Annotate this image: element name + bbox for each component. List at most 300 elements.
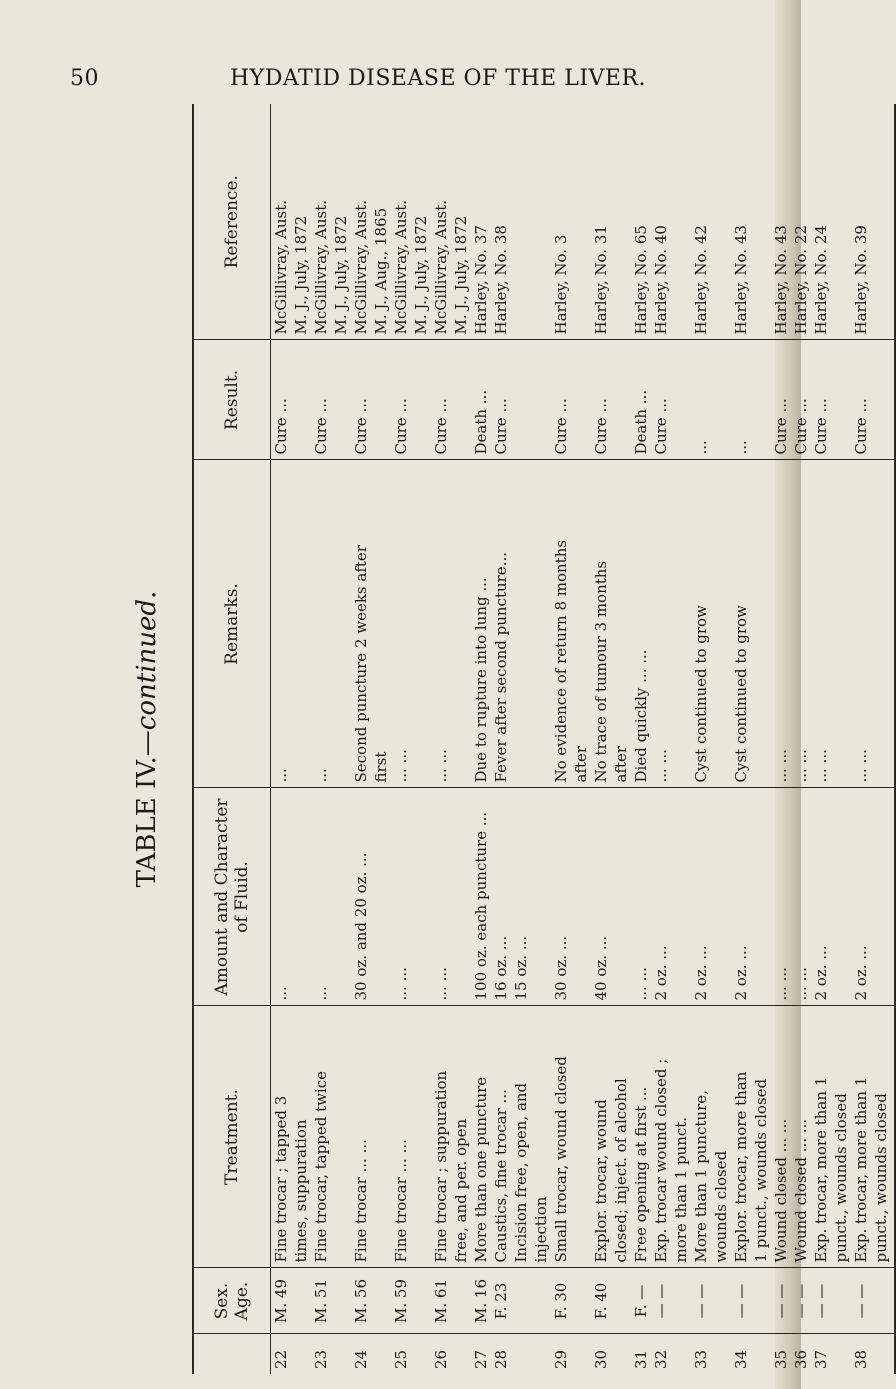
cell-result: Cure ... xyxy=(391,340,411,460)
cell-treatment: closed; inject. of alcohol xyxy=(611,1006,631,1268)
cell-remarks xyxy=(671,460,691,788)
cell-case-number xyxy=(571,1334,591,1374)
cell-sex xyxy=(551,1268,571,1334)
cell-age-value: — xyxy=(812,1283,830,1299)
cell-result xyxy=(291,340,311,460)
cell-sex xyxy=(811,1268,831,1334)
cell-reference: McGillivray, Aust. xyxy=(351,104,371,340)
cell-remarks: ... ... xyxy=(391,460,411,788)
cell-result: ... xyxy=(691,340,711,460)
cell-sex xyxy=(731,1268,751,1334)
cell-age-value: 59 xyxy=(392,1279,410,1299)
table-row xyxy=(831,104,851,1374)
cell-result: Cure ... xyxy=(491,340,511,460)
cell-result xyxy=(671,340,691,460)
table-row xyxy=(551,104,571,1374)
cell-reference: Harley, No. 65 xyxy=(631,104,651,340)
cell-case-number xyxy=(831,1334,851,1374)
table-row xyxy=(511,104,531,1374)
cell-sex-value: — xyxy=(792,1303,810,1319)
cell-reference xyxy=(611,104,631,340)
cell-treatment: Fine trocar ... ... xyxy=(391,1006,411,1268)
cell-fluid-amount xyxy=(371,788,391,1006)
cell-treatment: Wound closed ... ... xyxy=(791,1006,811,1268)
cell-sex xyxy=(691,1268,711,1334)
cell-sex xyxy=(711,1268,731,1334)
cell-fluid-amount: ... xyxy=(271,788,292,1006)
cell-result xyxy=(531,340,551,460)
table-row xyxy=(471,104,491,1374)
cell-fluid-amount xyxy=(411,788,431,1006)
cell-case-number: 22 xyxy=(272,1349,290,1369)
cell-sex xyxy=(571,1268,591,1334)
cell-fluid-amount: 2 oz. ... xyxy=(851,788,871,1006)
cell-sex-value: M. xyxy=(472,1302,490,1324)
cell-sex xyxy=(351,1268,371,1334)
cell-reference xyxy=(871,104,895,340)
cell-result xyxy=(751,340,771,460)
cell-case-number: 28 xyxy=(492,1349,510,1369)
cell-treatment: Incision free, open, and xyxy=(511,1006,531,1268)
cell-remarks: Second puncture 2 weeks after xyxy=(351,460,371,788)
table-row xyxy=(291,104,311,1374)
cell-age-value: 49 xyxy=(272,1279,290,1299)
table-caption-label: TABLE IV. xyxy=(132,756,162,888)
cell-treatment: Small trocar, wound closed xyxy=(551,1006,571,1268)
cell-treatment: Exp. trocar, more than 1 xyxy=(851,1006,871,1268)
table-row xyxy=(371,104,391,1374)
table-row xyxy=(271,104,292,1374)
cell-fluid-amount: 30 oz. ... xyxy=(551,788,571,1006)
cell-sex xyxy=(451,1268,471,1334)
cell-case-number xyxy=(411,1334,431,1374)
cell-sex xyxy=(491,1268,511,1334)
cell-fluid-amount: ... ... xyxy=(391,788,411,1006)
cell-treatment: Fine trocar ; suppuration xyxy=(431,1006,451,1268)
cell-case-number: 30 xyxy=(592,1349,610,1369)
table-row xyxy=(611,104,631,1374)
cell-treatment: Fine trocar ... ... xyxy=(351,1006,371,1268)
cell-fluid-amount xyxy=(611,788,631,1006)
cell-reference: Harley, No. 24 xyxy=(811,104,831,340)
cell-remarks xyxy=(451,460,471,788)
cell-age-value: — xyxy=(852,1283,870,1299)
cell-treatment: Caustics, fine trocar ... xyxy=(491,1006,511,1268)
cell-result xyxy=(611,340,631,460)
cell-reference: Harley, No. 42 xyxy=(691,104,711,340)
header-result: Result. xyxy=(193,340,271,460)
cell-reference xyxy=(571,104,591,340)
cell-treatment: Fine trocar, tapped twice xyxy=(311,1006,331,1268)
cell-sex-value: M. xyxy=(312,1302,330,1324)
cell-sex xyxy=(871,1268,895,1334)
cell-case-number: 26 xyxy=(432,1349,450,1369)
cell-result: Death ... xyxy=(631,340,651,460)
cell-sex xyxy=(291,1268,311,1334)
cell-reference: M. J., July, 1872 xyxy=(331,104,351,340)
cell-remarks: No trace of tumour 3 months xyxy=(591,460,611,788)
running-header xyxy=(70,66,750,106)
cell-sex-value: — xyxy=(692,1303,710,1319)
table-row xyxy=(351,104,371,1374)
cell-remarks: first xyxy=(371,460,391,788)
cell-age-value: 30 xyxy=(552,1282,570,1302)
cell-fluid-amount: ... xyxy=(311,788,331,1006)
cell-sex xyxy=(531,1268,551,1334)
table-caption-suffix: —continued. xyxy=(132,590,162,757)
table-row xyxy=(451,104,471,1374)
cell-fluid-amount: 2 oz. ... xyxy=(691,788,711,1006)
cell-reference xyxy=(531,104,551,340)
running-title: HYDATID DISEASE OF THE LIVER. xyxy=(230,66,647,91)
cell-case-number xyxy=(291,1334,311,1374)
cell-sex xyxy=(331,1268,351,1334)
cell-age-value: 23 xyxy=(492,1282,510,1302)
cell-remarks xyxy=(711,460,731,788)
cell-remarks: ... xyxy=(311,460,331,788)
cell-remarks xyxy=(411,460,431,788)
cell-age-value: — xyxy=(692,1283,710,1299)
cell-sex xyxy=(371,1268,391,1334)
table-caption xyxy=(104,104,190,1374)
cell-fluid-amount: 16 oz. ... xyxy=(491,788,511,1006)
cell-treatment: times, suppuration xyxy=(291,1006,311,1268)
table-row xyxy=(311,104,331,1374)
header-treatment: Treatment. xyxy=(193,1006,271,1268)
cell-case-number xyxy=(711,1334,731,1374)
header-fluid: Amount and Character of Fluid. xyxy=(193,788,271,1006)
cell-remarks: ... ... xyxy=(771,460,791,788)
cell-case-number xyxy=(531,1334,551,1374)
cell-sex-value: — xyxy=(852,1303,870,1319)
cell-reference: Harley, No. 43 xyxy=(731,104,751,340)
table-body xyxy=(271,104,896,1374)
cell-sex-value: M. xyxy=(272,1302,290,1324)
cell-case-number xyxy=(871,1334,895,1374)
cell-fluid-amount xyxy=(711,788,731,1006)
cell-sex xyxy=(471,1268,491,1334)
cell-case-number: 37 xyxy=(812,1349,830,1369)
cell-fluid-amount xyxy=(531,788,551,1006)
cell-case-number: 29 xyxy=(552,1349,570,1369)
cell-fluid-amount xyxy=(751,788,771,1006)
cell-result xyxy=(511,340,531,460)
cell-remarks xyxy=(871,460,895,788)
cell-sex-value: — xyxy=(772,1303,790,1319)
cell-treatment xyxy=(571,1006,591,1268)
cell-result: Death ... xyxy=(471,340,491,460)
cell-reference xyxy=(671,104,691,340)
cell-remarks xyxy=(831,460,851,788)
cell-result: Cure ... xyxy=(551,340,571,460)
cell-sex xyxy=(751,1268,771,1334)
rotated-table xyxy=(104,104,890,1374)
cell-fluid-amount: 2 oz. ... xyxy=(811,788,831,1006)
cell-case-number: 33 xyxy=(692,1349,710,1369)
cell-treatment: Wound closed ... ... xyxy=(771,1006,791,1268)
cell-remarks: ... ... xyxy=(811,460,831,788)
cell-result xyxy=(871,340,895,460)
cell-result: Cure ... xyxy=(791,340,811,460)
cell-reference: Harley, No. 39 xyxy=(851,104,871,340)
cell-remarks: after xyxy=(571,460,591,788)
cell-sex-value: F. xyxy=(492,1306,510,1320)
cell-case-number xyxy=(671,1334,691,1374)
cell-case-number: 34 xyxy=(732,1349,750,1369)
cell-result: ... xyxy=(731,340,751,460)
cell-sex-value: F. xyxy=(592,1306,610,1320)
cell-result: Cure ... xyxy=(771,340,791,460)
table-row xyxy=(731,104,751,1374)
cell-fluid-amount xyxy=(671,788,691,1006)
cell-reference: McGillivray, Aust. xyxy=(391,104,411,340)
table-row xyxy=(791,104,811,1374)
table-row xyxy=(871,104,895,1374)
table-row xyxy=(391,104,411,1374)
cell-sex xyxy=(631,1268,651,1334)
cell-reference: Harley, No. 3 xyxy=(551,104,571,340)
cell-age-value: 51 xyxy=(312,1279,330,1299)
cell-fluid-amount xyxy=(331,788,351,1006)
cell-result xyxy=(451,340,471,460)
cell-remarks: Cyst continued to grow xyxy=(731,460,751,788)
cell-case-number xyxy=(511,1334,531,1374)
cell-treatment: Free opening at first ... xyxy=(631,1006,651,1268)
cell-treatment: more than 1 punct. xyxy=(671,1006,691,1268)
cell-age-value: 40 xyxy=(592,1282,610,1302)
cell-reference: M. J., July, 1872 xyxy=(291,104,311,340)
page-number: 50 xyxy=(70,66,99,91)
cell-result: Cure ... xyxy=(651,340,671,460)
cell-result: Cure ... xyxy=(271,340,292,460)
cell-fluid-amount xyxy=(291,788,311,1006)
cell-remarks: Cyst continued to grow xyxy=(691,460,711,788)
cell-remarks: after xyxy=(611,460,631,788)
cell-fluid-amount: 30 oz. and 20 oz. ... xyxy=(351,788,371,1006)
cell-remarks xyxy=(511,460,531,788)
cell-fluid-amount xyxy=(451,788,471,1006)
cell-remarks: Fever after second puncture... xyxy=(491,460,511,788)
table-row xyxy=(571,104,591,1374)
table-row xyxy=(651,104,671,1374)
cell-treatment: More than 1 puncture, xyxy=(691,1006,711,1268)
cell-case-number xyxy=(751,1334,771,1374)
cell-remarks: No evidence of return 8 months xyxy=(551,460,571,788)
cell-treatment: injection xyxy=(531,1006,551,1268)
cell-result: Cure ... xyxy=(811,340,831,460)
cell-remarks: ... ... xyxy=(651,460,671,788)
cell-fluid-amount: 2 oz. ... xyxy=(731,788,751,1006)
cell-result: Cure ... xyxy=(591,340,611,460)
cell-treatment: More than one puncture xyxy=(471,1006,491,1268)
cell-reference: McGillivray, Aust. xyxy=(431,104,451,340)
cell-treatment: Fine trocar ; tapped 3 xyxy=(271,1006,292,1268)
table-row xyxy=(331,104,351,1374)
cell-treatment xyxy=(331,1006,351,1268)
table-row xyxy=(671,104,691,1374)
cell-fluid-amount: 40 oz. ... xyxy=(591,788,611,1006)
cell-case-number xyxy=(371,1334,391,1374)
table-row xyxy=(431,104,451,1374)
cell-case-number xyxy=(331,1334,351,1374)
cell-reference: McGillivray, Aust. xyxy=(271,104,292,340)
cell-remarks: ... xyxy=(271,460,292,788)
cell-treatment xyxy=(371,1006,391,1268)
table-row xyxy=(751,104,771,1374)
cell-remarks xyxy=(531,460,551,788)
cell-reference: Harley, No. 38 xyxy=(491,104,511,340)
cell-reference xyxy=(751,104,771,340)
rotated-table-area xyxy=(104,104,890,1374)
cell-case-number: 31 xyxy=(632,1349,650,1369)
cell-fluid-amount: ... ... xyxy=(431,788,451,1006)
cell-sex-value: — xyxy=(812,1303,830,1319)
cell-sex xyxy=(391,1268,411,1334)
cell-reference: M. J., Aug., 1865 xyxy=(371,104,391,340)
cell-case-number: 25 xyxy=(392,1349,410,1369)
cell-treatment: Explor. trocar, wound xyxy=(591,1006,611,1268)
cell-sex xyxy=(511,1268,531,1334)
header-remarks: Remarks. xyxy=(193,460,271,788)
cell-treatment: Exp. trocar wound closed ; xyxy=(651,1006,671,1268)
cell-sex xyxy=(311,1268,331,1334)
cell-remarks: ... ... xyxy=(431,460,451,788)
cell-treatment: punct., wounds closed xyxy=(831,1006,851,1268)
cell-fluid-amount: 15 oz. ... xyxy=(511,788,531,1006)
cell-age-value: 56 xyxy=(352,1279,370,1299)
cell-remarks: Due to rupture into lung ... xyxy=(471,460,491,788)
header-reference: Reference. xyxy=(193,104,271,340)
cell-remarks xyxy=(331,460,351,788)
cell-sex xyxy=(611,1268,631,1334)
cell-sex-value: M. xyxy=(392,1302,410,1324)
cell-sex xyxy=(851,1268,871,1334)
cell-reference xyxy=(831,104,851,340)
cell-fluid-amount: ... ... xyxy=(791,788,811,1006)
cell-sex xyxy=(831,1268,851,1334)
cell-age-value: — xyxy=(632,1284,650,1300)
cell-case-number: 27 xyxy=(472,1349,490,1369)
cell-treatment: punct., wounds closed xyxy=(871,1006,895,1268)
cell-sex-value: F. xyxy=(552,1306,570,1320)
cell-reference: Harley, No. 40 xyxy=(651,104,671,340)
table-row xyxy=(631,104,651,1374)
cell-remarks: ... ... xyxy=(791,460,811,788)
cell-reference: M. J., July, 1872 xyxy=(451,104,471,340)
cell-case-number xyxy=(451,1334,471,1374)
cell-fluid-amount: 100 oz. each puncture ... xyxy=(471,788,491,1006)
cell-fluid-amount: 2 oz. ... xyxy=(651,788,671,1006)
cell-reference xyxy=(511,104,531,340)
cell-case-number: 32 xyxy=(652,1349,670,1369)
cell-sex xyxy=(431,1268,451,1334)
cell-reference: Harley, No. 22 xyxy=(791,104,811,340)
cell-result xyxy=(331,340,351,460)
cell-fluid-amount: ... ... xyxy=(771,788,791,1006)
cell-remarks: ... ... xyxy=(851,460,871,788)
table-row xyxy=(591,104,611,1374)
cell-age-value: — xyxy=(652,1283,670,1299)
cell-age-value: — xyxy=(732,1283,750,1299)
table-row xyxy=(691,104,711,1374)
cell-result xyxy=(371,340,391,460)
table-row xyxy=(491,104,511,1374)
cell-treatment: Exp. trocar, more than 1 xyxy=(811,1006,831,1268)
cell-remarks: Died quickly ... ... xyxy=(631,460,651,788)
table-header-row xyxy=(193,104,271,1374)
cell-reference: Harley, No. 43 xyxy=(771,104,791,340)
cell-treatment: wounds closed xyxy=(711,1006,731,1268)
cell-treatment: 1 punct., wounds closed xyxy=(751,1006,771,1268)
cell-case-number: 36 xyxy=(792,1349,810,1369)
cell-sex-value: — xyxy=(732,1303,750,1319)
cell-case-number: 35 xyxy=(772,1349,790,1369)
cell-sex xyxy=(651,1268,671,1334)
header-case xyxy=(193,1334,271,1374)
cell-reference: M. J., July, 1872 xyxy=(411,104,431,340)
table-row xyxy=(771,104,791,1374)
cell-fluid-amount: ... ... xyxy=(631,788,651,1006)
table-row xyxy=(531,104,551,1374)
cell-sex xyxy=(271,1268,292,1334)
cell-sex-value: M. xyxy=(432,1302,450,1324)
cell-case-number xyxy=(611,1334,631,1374)
cell-sex xyxy=(671,1268,691,1334)
cell-reference xyxy=(711,104,731,340)
cell-sex xyxy=(411,1268,431,1334)
cell-treatment: free, and per. open xyxy=(451,1006,471,1268)
cell-sex-value: — xyxy=(652,1303,670,1319)
cell-age-value: 16 xyxy=(472,1279,490,1299)
cell-case-number: 23 xyxy=(312,1349,330,1369)
cell-sex xyxy=(771,1268,791,1334)
cell-sex xyxy=(591,1268,611,1334)
hydatid-cases-table xyxy=(192,104,896,1374)
cell-fluid-amount xyxy=(871,788,895,1006)
cell-result xyxy=(411,340,431,460)
cell-treatment xyxy=(411,1006,431,1268)
cell-remarks xyxy=(751,460,771,788)
table-row xyxy=(851,104,871,1374)
cell-age-value: — xyxy=(772,1283,790,1299)
cell-case-number: 24 xyxy=(352,1349,370,1369)
cell-result: Cure ... xyxy=(311,340,331,460)
table-row xyxy=(811,104,831,1374)
cell-case-number: 38 xyxy=(852,1349,870,1369)
cell-result xyxy=(711,340,731,460)
cell-result: Cure ... xyxy=(431,340,451,460)
header-sex-age: Sex. Age. xyxy=(193,1268,271,1334)
cell-result xyxy=(831,340,851,460)
table-row xyxy=(711,104,731,1374)
table-row xyxy=(411,104,431,1374)
cell-treatment: Explor. trocar, more than xyxy=(731,1006,751,1268)
cell-result: Cure ... xyxy=(351,340,371,460)
cell-fluid-amount xyxy=(831,788,851,1006)
cell-sex-value: M. xyxy=(352,1302,370,1324)
cell-fluid-amount xyxy=(571,788,591,1006)
cell-reference: McGillivray, Aust. xyxy=(311,104,331,340)
cell-reference: Harley, No. 31 xyxy=(591,104,611,340)
cell-remarks xyxy=(291,460,311,788)
cell-sex-value: F. xyxy=(632,1304,650,1318)
cell-result xyxy=(571,340,591,460)
cell-sex xyxy=(791,1268,811,1334)
cell-reference: Harley, No. 37 xyxy=(471,104,491,340)
cell-age-value: — xyxy=(792,1283,810,1299)
cell-age-value: 61 xyxy=(432,1279,450,1299)
cell-result: Cure ... xyxy=(851,340,871,460)
